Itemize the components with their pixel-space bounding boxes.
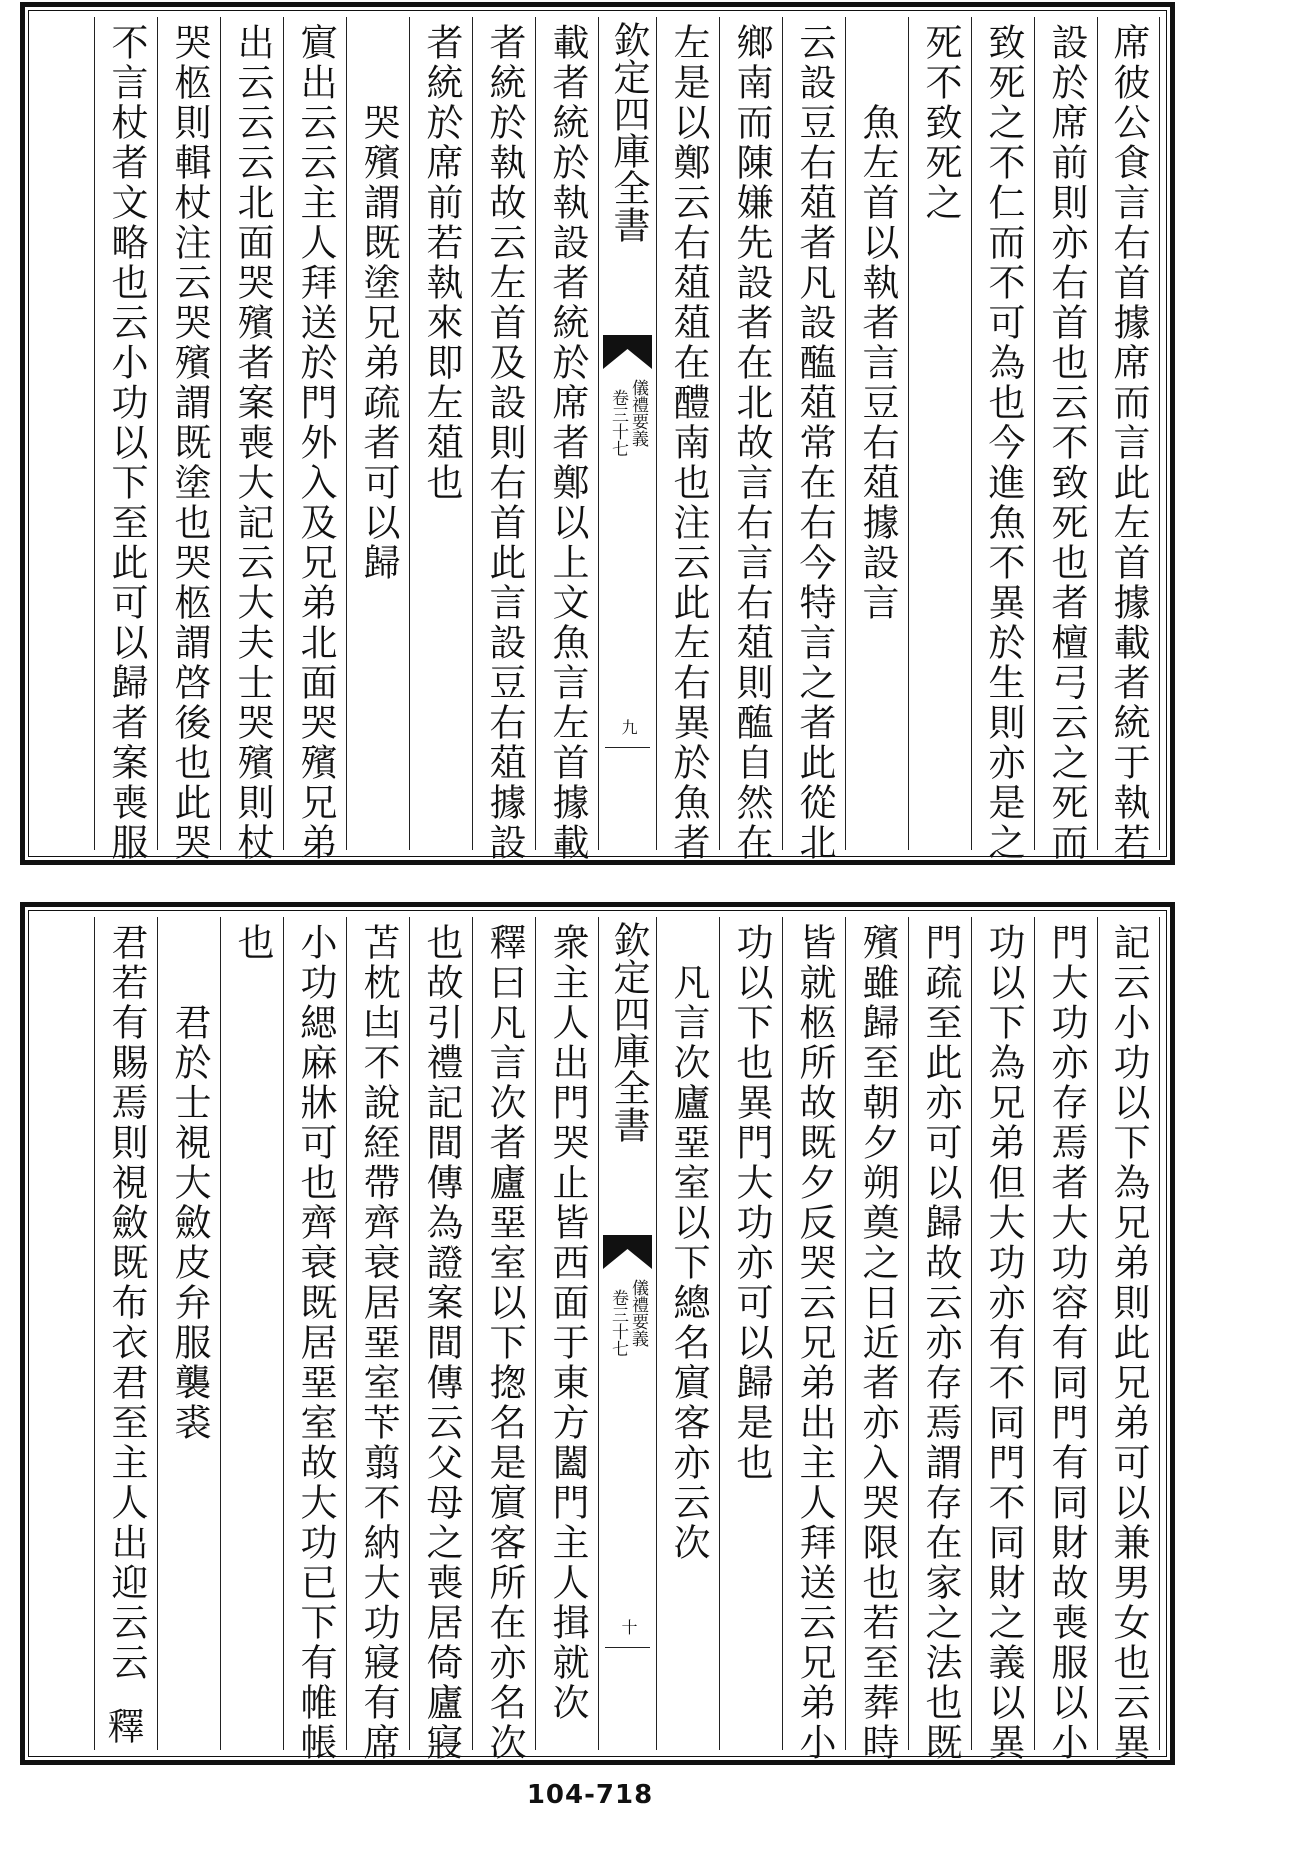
text-column (719, 917, 782, 1750)
text-column (656, 917, 719, 1750)
band-volume: 卷三十七 (608, 1289, 628, 1357)
column-text: 苫枕凷不說絰帶齊衰居堊室苄翦不納大功寢有席 (357, 923, 400, 1763)
text-column (535, 917, 598, 1750)
text-column (283, 917, 346, 1763)
column-bottom-char: 釋 (101, 1707, 144, 1744)
band-rule (605, 1647, 650, 1648)
column-text: 記云小功以下為兄弟則此兄弟可以兼男女也云異 (1107, 923, 1150, 1763)
text-column (409, 917, 472, 1763)
column-text: 鄉南而陳嫌先設者在北故言右言右葅則醢自然在 (730, 23, 773, 863)
text-column (1034, 17, 1097, 863)
band-book-title: 儀禮要義 (628, 1279, 648, 1347)
column-text: 皆就柩所故既夕反哭云兄弟出主人拜送云兄弟小 (793, 923, 836, 1763)
text-column (220, 17, 283, 863)
column-text: 魚左首以執者言豆右葅據設言 (856, 103, 899, 623)
text-column (908, 17, 971, 850)
column-text: 席彼公食言右首據席而言此左首據載者統于執若 (1107, 23, 1150, 863)
text-column (220, 917, 283, 1750)
text-column (409, 17, 472, 850)
text-column (845, 17, 908, 850)
column-text: 左是以鄭云右葅葅在醴南也注云此左右異於魚者 (667, 23, 710, 863)
top-page (20, 2, 1175, 865)
text-column (908, 917, 971, 1763)
text-column (346, 17, 409, 850)
column-text: 凡言次廬堊室以下總名賔客亦云次 (667, 963, 710, 1563)
column-text: 者統於席前若執來即左葅也 (420, 23, 463, 503)
text-column (346, 917, 409, 1763)
center-fold-band (598, 17, 656, 850)
center-fold-band (598, 917, 656, 1750)
column-text: 哭柩則輯杖注云哭殯謂既塗也哭柩謂啓後也此哭 (168, 23, 211, 863)
text-column (1034, 917, 1097, 1763)
page-footer-number: 104-718 (526, 1780, 654, 1810)
column-text: 死不致死之 (919, 23, 962, 223)
text-column (1097, 917, 1160, 1763)
column-text: 不言杖者文略也云小功以下至此可以歸者案喪服 (105, 23, 148, 863)
column-text: 功以下也異門大功亦可以歸是也 (730, 923, 773, 1483)
text-column (971, 917, 1034, 1763)
bottom-page (20, 902, 1175, 1765)
column-text: 小功緦麻牀可也齊衰既居堊室故大功已下有帷帳 (294, 923, 337, 1763)
column-text: 門大功亦存焉者大功容有同門有同財故喪服以小 (1045, 923, 1088, 1763)
text-column (472, 917, 535, 1763)
fishtail-mark-icon (603, 1235, 652, 1269)
column-text: 致死之不仁而不可為也今進魚不異於生則亦是之 (982, 23, 1025, 863)
column-text: 殯雖歸至朝夕朔奠之日近者亦入哭限也若至葬時 (856, 923, 899, 1763)
column-text: 功以下為兄弟但大功亦有不同門不同財之義以異 (982, 923, 1025, 1763)
text-column (94, 917, 157, 1750)
band-rule (605, 747, 650, 748)
column-text: 出云云云北面哭殯者案喪大記云大夫士哭殯則杖 (231, 23, 274, 863)
text-column (971, 17, 1034, 863)
text-column (719, 17, 782, 863)
band-volume: 卷三十七 (608, 389, 628, 457)
column-text: 賔出云云主人拜送於門外入及兄弟北面哭殯兄弟 (294, 23, 337, 863)
band-title: 欽定四庫全書 (607, 921, 650, 1143)
text-column (283, 17, 346, 863)
column-text: 設於席前則亦右首也云不致死也者檀弓云之死而 (1045, 23, 1088, 863)
column-text: 君若有賜焉則視斂既布衣君至主人出迎云云 (105, 923, 148, 1683)
column-text: 載者統於執設者統於席者鄭以上文魚言左首據載 (546, 23, 589, 863)
column-text: 釋曰凡言次者廬堊室以下揔名是賔客所在亦名次 (483, 923, 526, 1763)
column-text: 也故引禮記間傳為證案間傳云父母之喪居倚廬寢 (420, 923, 463, 1763)
band-page-number: 十 (619, 1619, 638, 1635)
column-text: 也 (231, 923, 274, 963)
text-column (656, 17, 719, 863)
band-page-number: 九 (619, 719, 638, 735)
text-column (157, 917, 220, 1750)
text-column (782, 917, 845, 1763)
column-text: 云設豆右葅者凡設醢葅常在右今特言之者此從北 (793, 23, 836, 863)
text-column (782, 17, 845, 863)
text-column (535, 17, 598, 863)
band-book-title: 儀禮要義 (628, 379, 648, 447)
text-column (472, 17, 535, 863)
text-column (157, 17, 220, 863)
text-column (94, 17, 157, 863)
fishtail-mark-icon (603, 335, 652, 369)
text-column (845, 917, 908, 1763)
text-column (1097, 17, 1160, 863)
column-text: 門疏至此亦可以歸故云亦存焉謂存在家之法也既 (919, 923, 962, 1763)
column-text: 衆主人出門哭止皆西面于東方闔門主人揖就次 (546, 923, 589, 1723)
column-text: 者統於執故云左首及設則右首此言設豆右葅據設 (483, 23, 526, 863)
column-text: 哭殯謂既塗兄弟疏者可以歸 (357, 103, 400, 583)
band-title: 欽定四庫全書 (607, 21, 650, 243)
column-text: 君於士視大斂皮弁服襲裘 (168, 1003, 211, 1443)
